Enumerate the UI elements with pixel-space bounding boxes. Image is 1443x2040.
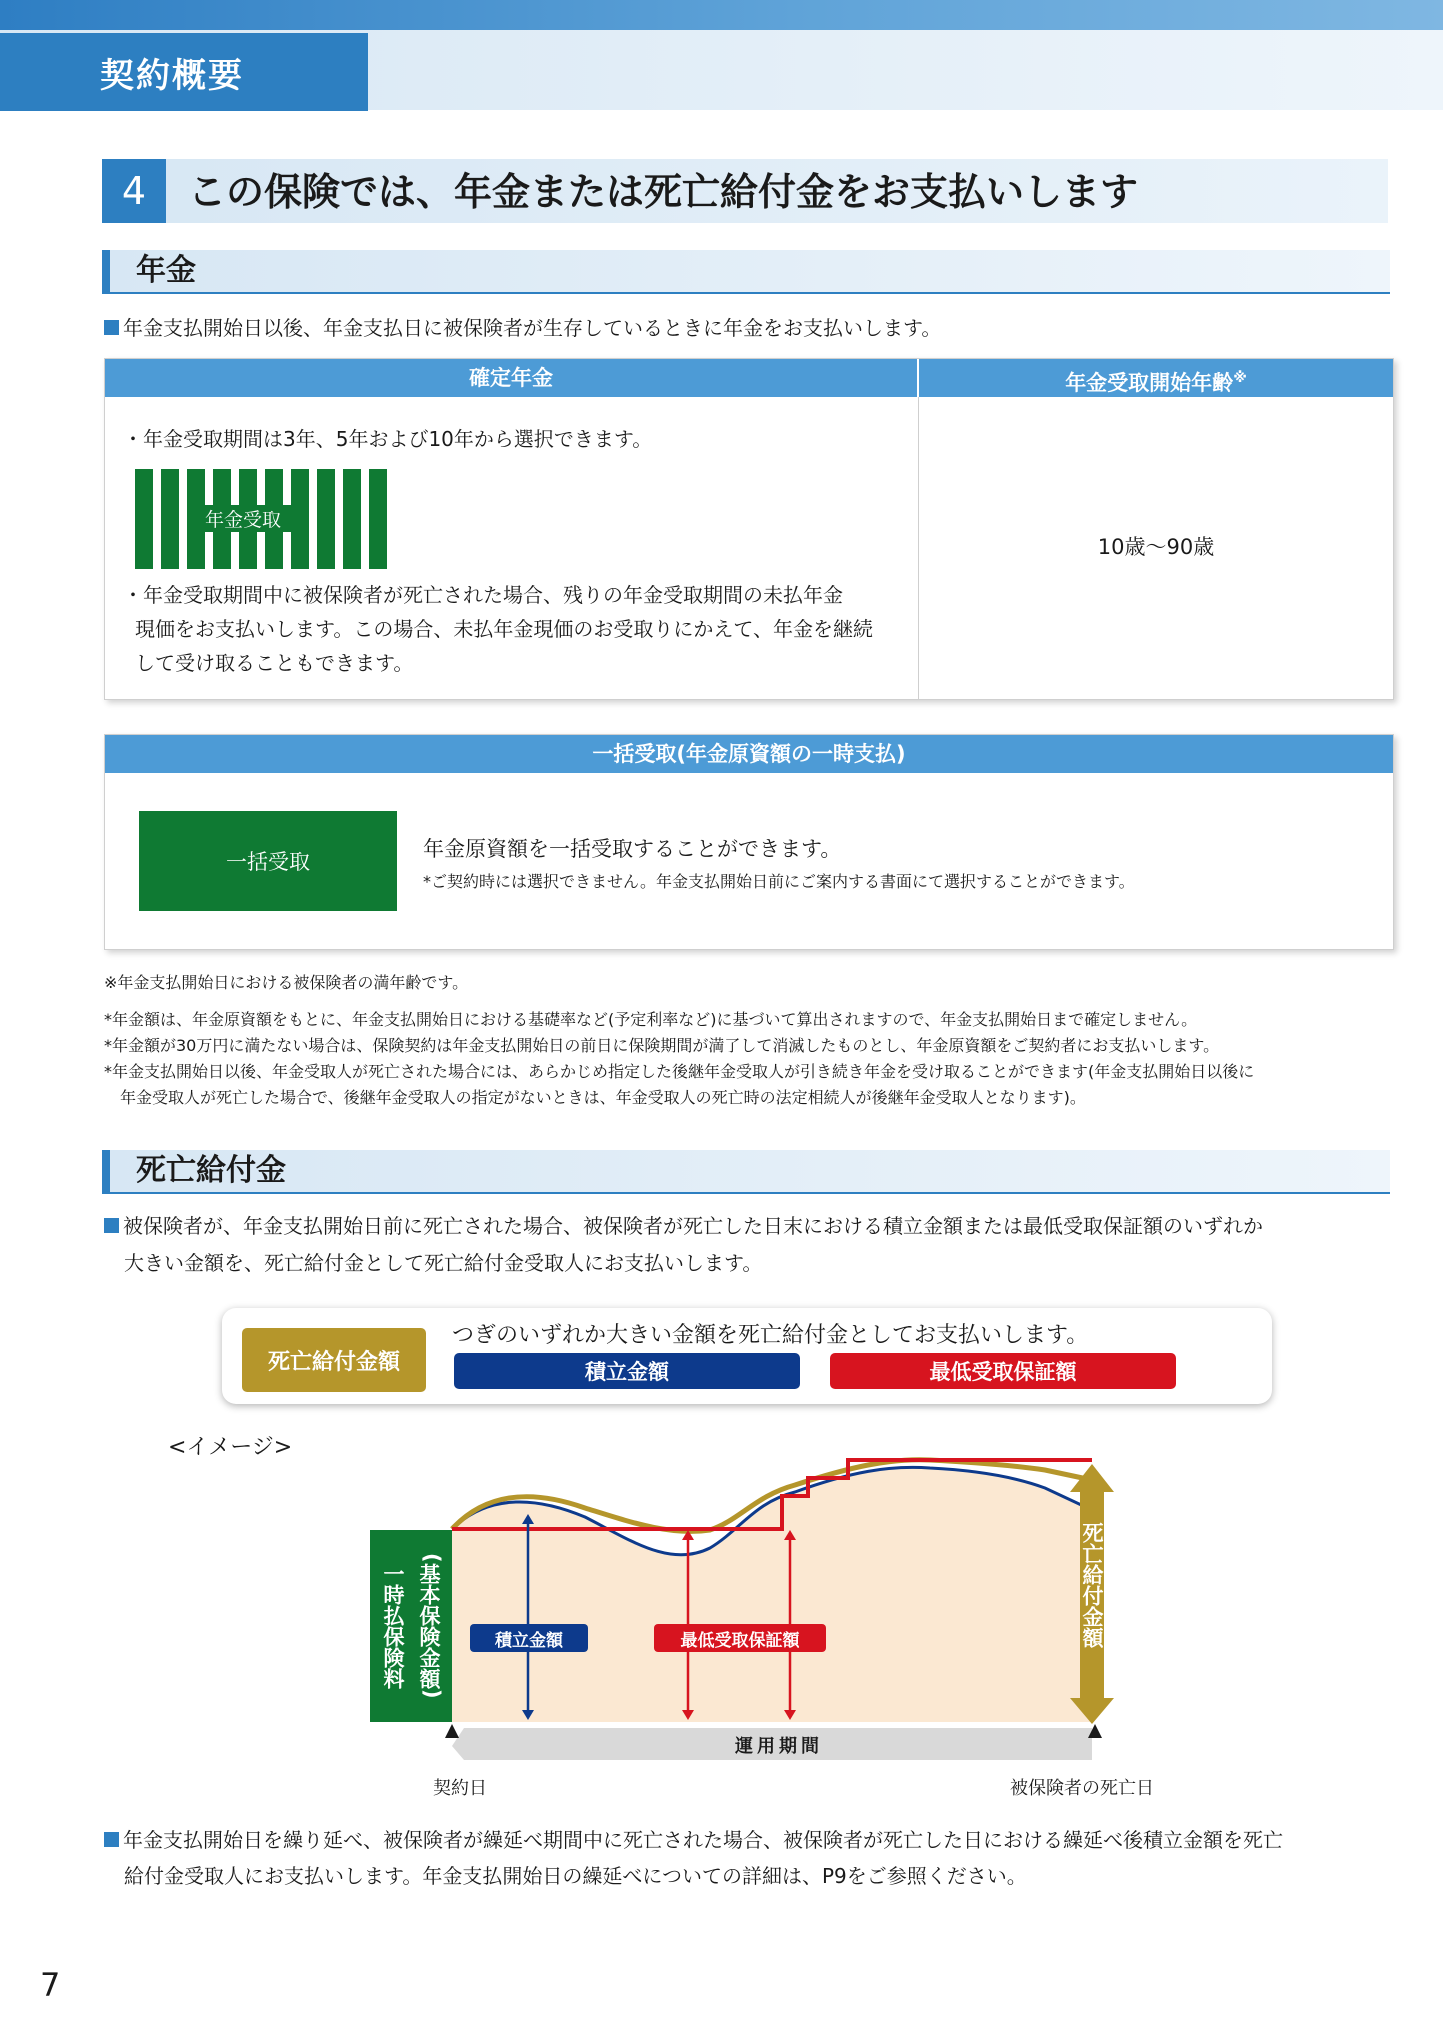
annuity-table — [104, 358, 1394, 700]
left-box-paren-close: ) — [420, 1689, 444, 1699]
death-benefit-diagram — [370, 1440, 1154, 1800]
death-footer-line2: 給付金受取人にお支払いします。年金支払開始日の繰延べについての詳細は、P9をご参照ください。 — [124, 1864, 1027, 1888]
annuity-age-range: 10歳〜90歳 — [1097, 535, 1215, 559]
note-5: 年金受取人が死亡した場合で、後継年金受取人の指定がないときは、年金受取人の死亡時の法定相続人が後継年金受取人となります)。 — [120, 1088, 1086, 1107]
diagram-start-label: 契約日 — [433, 1778, 487, 1799]
section-number: 4 — [102, 159, 166, 223]
header-tab-label: 契約概要 — [100, 55, 244, 96]
bullet-square-icon — [104, 320, 119, 335]
image-label: <イメージ> — [168, 1435, 293, 1460]
death-footer-line1-text: 年金支払開始日を繰り延べ、被保険者が繰延べ期間中に死亡された場合、被保険者が死亡した日における繰延べ後積立金額を死亡 — [123, 1828, 1283, 1852]
annuity-col2-header-mark: ※ — [1233, 370, 1247, 386]
left-box-line1 — [414, 1553, 444, 1698]
diagram-period-label: 運用期間 — [735, 1736, 823, 1757]
death-callout — [222, 1308, 1272, 1404]
diagram-left-box — [370, 1530, 452, 1722]
page-number: 7 — [40, 1966, 61, 2004]
section-title: この保険では、年金または死亡給付金をお支払いします — [188, 170, 1139, 214]
annuity-col1-header: 確定年金 — [105, 359, 917, 397]
nenkin-heading: 年金 — [102, 250, 1390, 294]
lump-sum-box: 一括受取 — [139, 811, 397, 911]
annuity-bullet-1: ・年金受取期間は3年、5年および10年から選択できます。 — [123, 427, 653, 451]
death-intro-line1-text: 被保険者が、年金支払開始日前に死亡された場合、被保険者が死亡した日末における積立金額または最低受取保証額のいずれか — [123, 1214, 1263, 1238]
annuity-col2-header-text: 年金受取開始年齢 — [1065, 371, 1234, 395]
lump-sum-main-text: 年金原資額を一括受取することができます。 — [423, 837, 842, 861]
left-box-line1-text: 基本保険金額 — [417, 1563, 441, 1689]
diagram-label-blue: 積立金額 — [470, 1624, 588, 1652]
note-4: *年金支払開始日以後、年金受取人が死亡された場合には、あらかじめ指定した後継年金受取人が引き続き年金を受け取ることができます(年金支払開始日以後に — [104, 1062, 1255, 1081]
annuity-payment-bars — [135, 469, 393, 569]
lump-sum-sub-text: *ご契約時には選択できません。年金支払開始日前にご案内する書面にて選択することができます。 — [423, 872, 1135, 891]
top-color-bar — [0, 0, 1443, 30]
note-3: *年金額が30万円に満たない場合は、保険契約は年金支払開始日の前日に保険期間が満了して消滅したものとし、年金原資額をご契約者にお支払いします。 — [104, 1036, 1220, 1055]
nenkin-intro-text: 年金支払開始日以後、年金支払日に被保険者が生存しているときに年金をお支払いします。 — [123, 316, 942, 340]
bullet-square-icon — [104, 1218, 119, 1233]
nenkin-intro — [104, 310, 1394, 346]
callout-text: つぎのいずれか大きい金額を死亡給付金としてお支払いします。 — [452, 1323, 1089, 1348]
annuity-bars-label: 年金受取 — [193, 505, 293, 532]
callout-pill-red: 最低受取保証額 — [830, 1353, 1176, 1389]
diagram-end-label: 被保険者の死亡日 — [1010, 1778, 1154, 1799]
annuity-col2-header — [919, 359, 1393, 397]
death-intro-line2: 大きい金額を、死亡給付金として死亡給付金受取人にお支払いします。 — [124, 1251, 763, 1275]
death-intro-line1 — [104, 1208, 1263, 1244]
bullet-square-icon — [104, 1832, 119, 1847]
note-2: *年金額は、年金原資額をもとに、年金支払開始日における基礎率など(予定利率など)に基づいて算出されますので、年金支払開始日まで確定しません。 — [104, 1010, 1198, 1029]
diagram-label-red: 最低受取保証額 — [654, 1624, 826, 1652]
header-tab — [0, 33, 368, 111]
death-heading: 死亡給付金 — [102, 1150, 1390, 1194]
callout-badge: 死亡給付金額 — [242, 1328, 426, 1392]
callout-pill-blue: 積立金額 — [454, 1353, 800, 1389]
note-1: ※年金支払開始日における被保険者の満年齢です。 — [104, 973, 469, 992]
annuity-bullet-2-line3: して受け取ることもできます。 — [135, 651, 414, 675]
annuity-bullet-2-line2: 現価をお支払いします。この場合、未払年金現価のお受取りにかえて、年金を継続 — [135, 617, 873, 641]
lump-sum-header: 一括受取(年金原資額の一時支払) — [105, 735, 1393, 773]
death-footer-line1 — [104, 1822, 1283, 1858]
diagram-right-label: 死亡給付金額 — [1080, 1522, 1104, 1648]
left-box-line2: 一時払保険料 — [381, 1563, 405, 1689]
lump-sum-table — [104, 734, 1394, 950]
left-box-paren-open: ( — [420, 1553, 444, 1563]
annuity-bullet-2-line1: ・年金受取期間中に被保険者が死亡された場合、残りの年金受取期間の未払年金 — [123, 583, 843, 607]
